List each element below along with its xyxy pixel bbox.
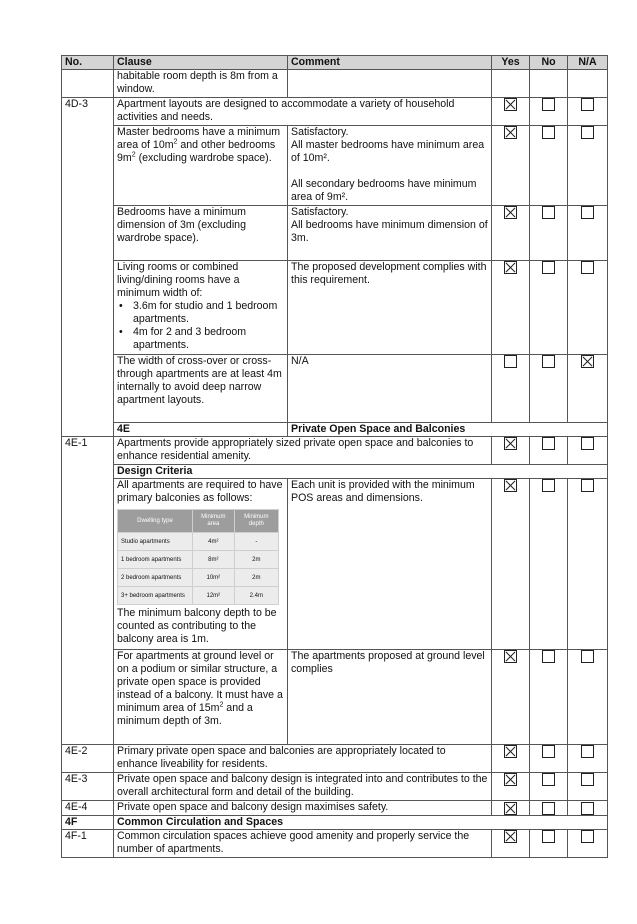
clause-cell: The width of cross-over or cross-through apartments are at least 4m internally to avoid deep narrow apartment layouts. [114,355,288,423]
table-row [62,98,608,126]
compliance-table [61,55,608,858]
row-number: 4E-2 [62,745,114,773]
yes-checkbox[interactable] [504,261,517,274]
row-number: 4D-3 [62,98,114,437]
no-checkbox[interactable] [542,745,555,758]
no-checkbox[interactable] [542,479,555,492]
no-checkbox[interactable] [542,773,555,786]
na-checkbox[interactable] [581,355,594,368]
row-number: 4F-1 [62,830,114,858]
table-row [62,801,608,816]
na-checkbox[interactable] [581,98,594,111]
clause-cell: Bedrooms have a minimum dimension of 3m (excluding wardrobe space). [114,206,288,261]
header-yes: Yes [492,56,530,70]
comment-cell: N/A [288,355,492,423]
row-number: 4E-3 [62,773,114,801]
yes-checkbox[interactable] [504,98,517,111]
clause-cell: Living rooms or combined living/dining rooms have a minimum width of: • 3.6m for studio and 1 bedroom apartments. • 4m for 2 and 3 bedroom apartments. [114,261,288,355]
section-row-4e [62,423,608,437]
na-checkbox[interactable] [581,479,594,492]
comment-cell: Satisfactory. All master bedrooms have minimum area of 10m². All secondary bedrooms have minimum area of 9m². [288,126,492,206]
header-na: N/A [568,56,608,70]
row-number: 4E-4 [62,801,114,816]
clause-cell: Primary private open space and balconies are appropriately located to enhance liveability for residents. [114,745,492,773]
no-checkbox[interactable] [542,830,555,843]
table-row [62,126,608,206]
yes-checkbox[interactable] [504,437,517,450]
no-checkbox[interactable] [542,98,555,111]
balcony-table: Dwelling type Minimum area Minimum depth Studio apartments 4m² - 1 bedroom apartments 8m² 2m 2 bedroom apartments 10m² 2m 3+ bedroom apartments 12m² 2.4m [117,509,279,605]
bullet-list: • 3.6m for studio and 1 bedroom apartments. • 4m for 2 and 3 bedroom apartments. [117,300,284,352]
comment-cell: Satisfactory. All bedrooms have minimum dimension of 3m. [288,206,492,261]
clause-cell: habitable room depth is 8m from a window. [114,70,288,98]
section-title: Common Circulation and Spaces [114,816,608,830]
na-checkbox[interactable] [581,126,594,139]
table-row [62,773,608,801]
section-row-4f [62,816,608,830]
clause-cell: Private open space and balcony design maximises safety. [114,801,492,816]
table-row [62,650,608,745]
na-checkbox[interactable] [581,745,594,758]
na-checkbox[interactable] [581,261,594,274]
yes-checkbox[interactable] [504,650,517,663]
clause-cell: Common circulation spaces achieve good amenity and properly service the number of apartments. [114,830,492,858]
yes-checkbox[interactable] [504,773,517,786]
section-number: 4F [62,816,114,830]
na-checkbox[interactable] [581,206,594,219]
clause-cell: Private open space and balcony design is integrated into and contributes to the overall architectural form and detail of the building. [114,773,492,801]
table-row [62,355,608,423]
na-checkbox[interactable] [581,802,594,815]
table-row [62,479,608,650]
comment-cell: The proposed development complies with this requirement. [288,261,492,355]
header-comment: Comment [288,56,492,70]
table-row [62,261,608,355]
clause-cell: For apartments at ground level or on a podium or similar structure, a private open space is provided instead of a balcony. It must have a minimum area of $15m^2$ and a minimum depth of 3m. [114,650,288,745]
clause-cell: All apartments are required to have primary balconies as follows: Dwelling type Minimum area Minimum depth Studio apartments 4m² - 1 bedroom apartments 8m² 2m 2 bedroom apartments 10m² 2m 3+ bedroom apartments 12m² 2.4m The minimum balcony depth to be counted as contributing to the balcony area is 1m. [114,479,288,650]
section-title: Private Open Space and Balconies [288,423,608,437]
yes-checkbox[interactable] [504,355,517,368]
yes-checkbox[interactable] [504,206,517,219]
yes-checkbox[interactable] [504,830,517,843]
no-checkbox[interactable] [542,650,555,663]
design-criteria-row [62,465,608,479]
design-criteria-label: Design Criteria [114,465,608,479]
table-row [62,745,608,773]
na-checkbox[interactable] [581,773,594,786]
na-checkbox[interactable] [581,437,594,450]
yes-checkbox[interactable] [504,479,517,492]
table-row [62,206,608,261]
no-checkbox[interactable] [542,355,555,368]
no-checkbox[interactable] [542,126,555,139]
table-row [62,70,608,98]
table-row [62,830,608,858]
table-row [62,437,608,465]
no-checkbox[interactable] [542,802,555,815]
no-checkbox[interactable] [542,261,555,274]
no-checkbox[interactable] [542,437,555,450]
clause-cell: Apartment layouts are designed to accommodate a variety of household activities and needs. [114,98,492,126]
header-no-col: No [530,56,568,70]
na-checkbox[interactable] [581,830,594,843]
clause-cell: Apartments provide appropriately sized private open space and balconies to enhance residential amenity. [114,437,492,465]
yes-checkbox[interactable] [504,745,517,758]
header-row [62,56,608,70]
na-checkbox[interactable] [581,650,594,663]
no-checkbox[interactable] [542,206,555,219]
yes-checkbox[interactable] [504,802,517,815]
yes-checkbox[interactable] [504,126,517,139]
row-number: 4E-1 [62,437,114,745]
section-number: 4E [114,423,288,437]
comment-cell: Each unit is provided with the minimum POS areas and dimensions. [288,479,492,650]
header-no: No. [62,56,114,70]
header-clause: Clause [114,56,288,70]
comment-cell: The apartments proposed at ground level complies [288,650,492,745]
clause-cell: Master bedrooms have a minimum area of $10m^2$ and other bedrooms $9m^2$ (excluding wardrobe space). [114,126,288,206]
